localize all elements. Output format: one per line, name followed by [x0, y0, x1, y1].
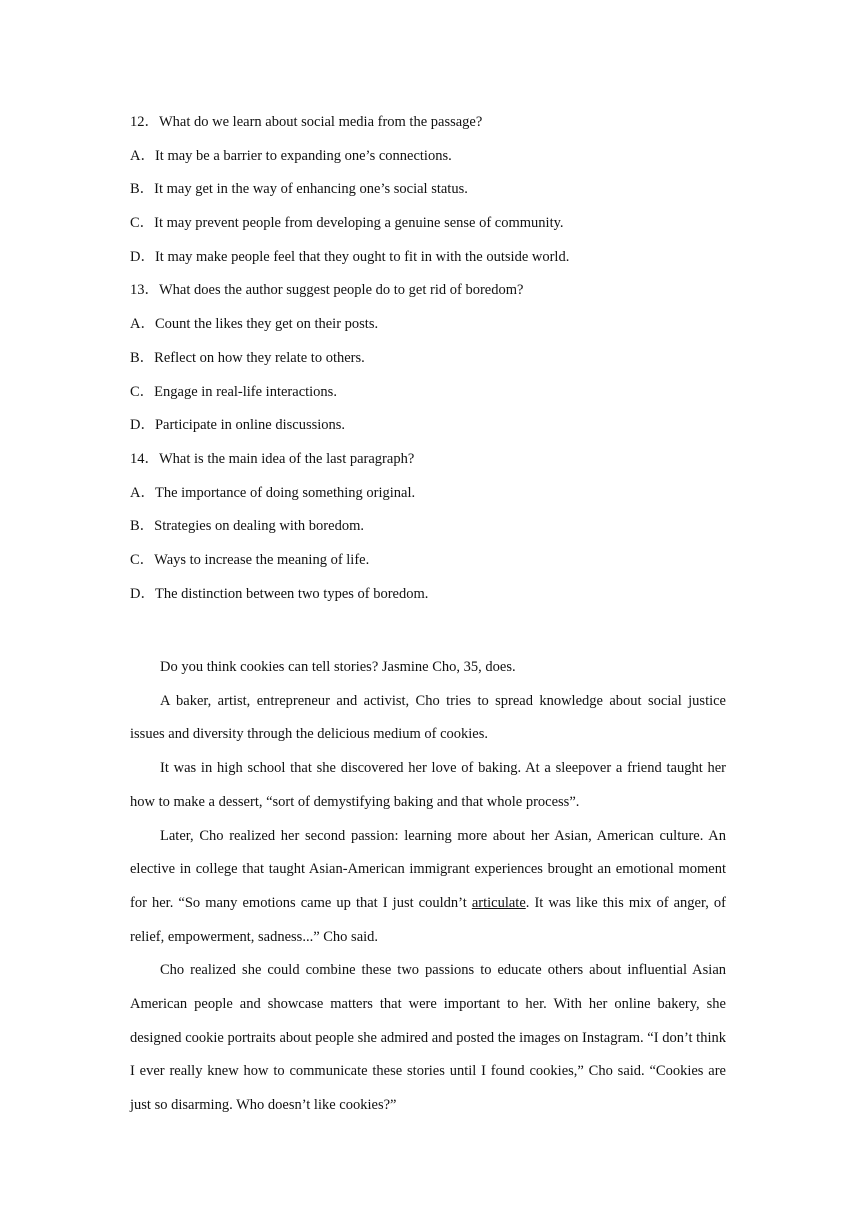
question-12-option-d: D．It may make people feel that they ought to fit in with the outside world.: [130, 248, 570, 265]
question-14-stem: 14．What is the main idea of the last paragraph?: [130, 450, 415, 467]
question-12-option-a: A．It may be a barrier to expanding one’s connections.: [130, 147, 452, 164]
question-12-option-b: B．It may get in the way of enhancing one’s social status.: [130, 181, 468, 198]
passage-paragraph-1: Do you think cookies can tell stories? Jasmine Cho, 35, does.: [160, 659, 516, 675]
passage-paragraph-2: A baker, artist, entrepreneur and activist, Cho tries to spread knowledge about social justice issues and diversity through the delicious medium of cookies.: [130, 692, 726, 743]
question-13-option-c: C．Engage in real-life interactions.: [130, 383, 337, 400]
question-13-stem: 13．What does the author suggest people do to get rid of boredom?: [130, 282, 524, 299]
paragraph-4-text-end: . It was like this mix of anger, of relief, empowerment, sadness...” Cho said.: [130, 894, 726, 945]
passage-paragraph-4: [130, 820, 726, 955]
question-14-option-c: C．Ways to increase the meaning of life.: [130, 551, 370, 568]
question-13-option-b: B．Reflect on how they relate to others.: [130, 349, 365, 366]
question-14-option-a: A．The importance of doing something original.: [130, 484, 416, 501]
question-12-option-c: C．It may prevent people from developing a genuine sense of community.: [130, 215, 564, 232]
question-list: [130, 111, 730, 616]
reading-passage: [130, 651, 726, 1123]
paragraph-4-text-start: Later, Cho realized her second passion: learning more about her Asian, American culture. An elective in college that taught Asian-American immigrant experiences brought an emotional moment for her. “So many emotions came up that I just couldn’t: [130, 827, 726, 911]
question-14-option-b: B．Strategies on dealing with boredom.: [130, 518, 364, 535]
passage-paragraph-3: It was in high school that she discovered her love of baking. At a sleepover a friend taught her how to make a dessert, “sort of demystifying baking and that whole process”.: [130, 760, 726, 810]
question-14-option-d: D．The distinction between two types of boredom.: [130, 585, 429, 602]
passage-paragraph-5: Cho realized she could combine these two passions to educate others about influential Asian American people and showcase matters that were important to her. With her online bakery, she designed cookie portraits about people she admired and posted the images on Instagram. “I don’t think I ever really knew how to communicate these stories until I found cookies,” Cho said. “Cookies are just so disarming. Who doesn’t like cookies?”: [130, 962, 726, 1114]
question-13-option-d: D．Participate in online discussions.: [130, 417, 346, 434]
underlined-word-articulate: articulate: [471, 894, 526, 911]
question-12-stem: 12．What do we learn about social media from the passage?: [130, 114, 483, 130]
question-13-option-a: A．Count the likes they get on their posts.: [130, 316, 379, 333]
